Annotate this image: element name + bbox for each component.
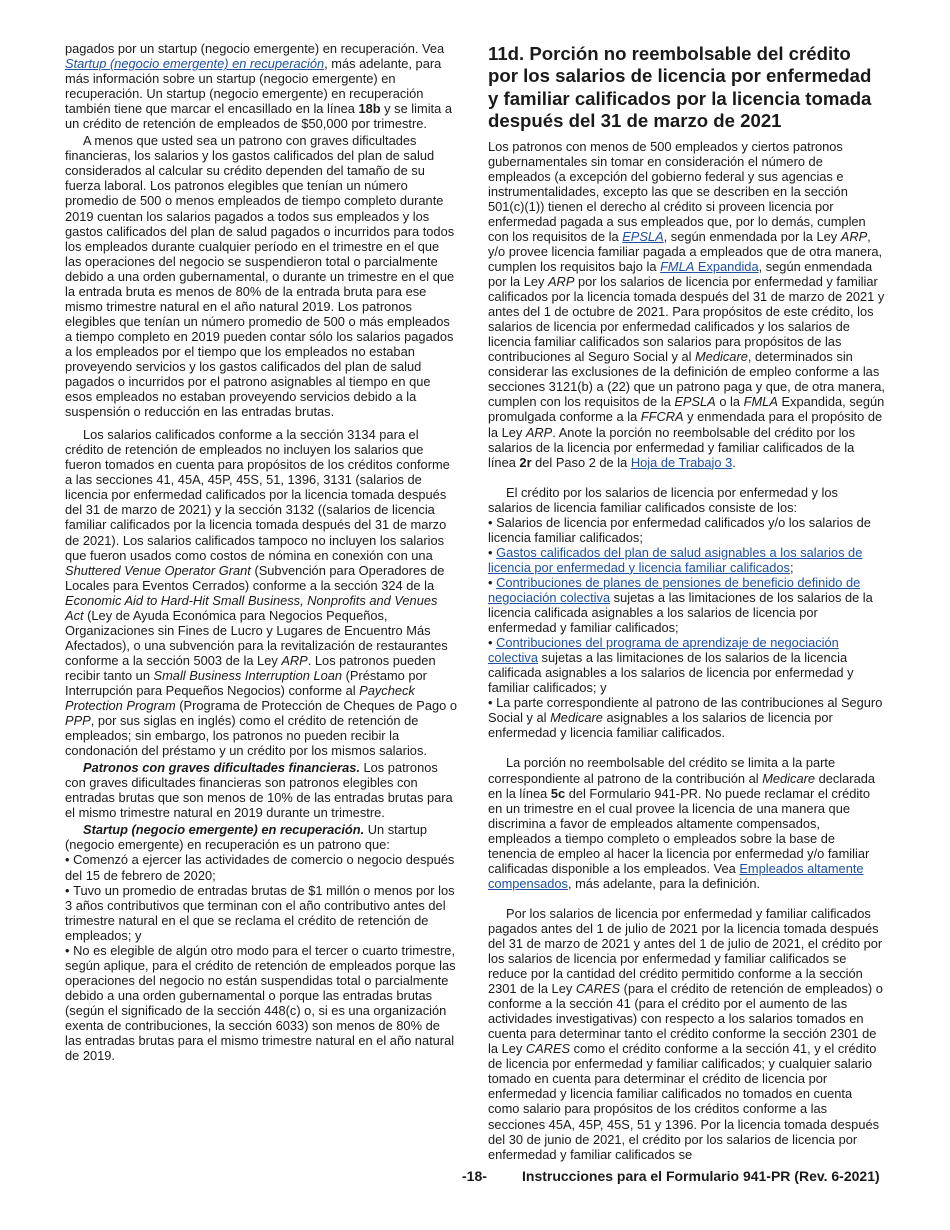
health-plan-expenses-link[interactable]: Gastos calificados del plan de salud asignables a los salarios de licencia por enfermedad y licencia familiar calificados: [488, 544, 863, 575]
paragraph: Los patronos con menos de 500 empleados y ciertos patronos gubernamentales sin tomar en consideración el número de empleados (a excepción del gobierno federal y sus agencias e instrumentalidades, excepto las que se describen en la sección 501(c)(1)) tienen el derecho al crédito si proveen licencia por enfermedad pagada a sus empleados que, por lo demás, cumplen con los requisitos de la EPSLA, según enmendada por la Ley ARP, y/o provee licencia familiar pagada a empleados que de otra manera, cumplen los requisitos bajo la FMLA Expandida, según enmendada por la Ley ARP por los salarios de licencia por enfermedad y familiar calificados por la licencia tomada después del 31 de marzo de 2021 y antes del 1 de octubre de 2021. Para propósitos de este crédito, los salarios de licencia por enfermedad calificados y los salarios de licencia familiar calificados son salarios para propósitos de las contribuciones al Seguro Social y al Medicare, determinados sin considerar las exclusiones de la definición de empleo conforme a las secciones 3121(b) a (22) que un patrono paga y que, de otra manera, cumplen con los requisitos de la EPSLA o la FMLA Expandida, según promulgada conforme a la FFCRA y enmendada para el propósito de la Ley ARP. Anote la porción no reembolsable del crédito por los salarios de la licencia por enfermedad y familiar calificados de la línea 2r del Paso 2 de la Hoja de Trabajo 3.: [488, 138, 885, 470]
subheading: Patronos con graves dificultades financieras.: [83, 760, 360, 776]
highly-compensated-link[interactable]: Empleados altamente compensados: [488, 860, 864, 891]
startup-recovery-link[interactable]: Startup (negocio emergente) en recuperación: [65, 56, 325, 72]
fmla-expandida-link[interactable]: FMLA Expandida: [660, 259, 759, 274]
list-item: • Gastos calificados del plan de salud asignables a los salarios de licencia por enfermedad y licencia familiar calificados;: [488, 545, 885, 575]
list-item: • Salarios de licencia por enfermedad calificados y/o los salarios de licencia familiar calificados;: [488, 515, 885, 545]
paragraph: Por los salarios de licencia por enfermedad y familiar calificados pagados antes del 1 de julio de 2021 por la licencia tomada después del 31 de marzo de 2021 y antes del 1 de julio de 2021, el crédito por los salarios de licencia por enfermedad y familiar calificados se reduce por la cantidad del crédito permitido conforme a la sección 2301 de la Ley CARES (para el crédito de retención de empleados) o conforme a la sección 41 (para el crédito por el aumento de las actividades investigativas) con respecto a los salarios tomados en cuenta para determinar tanto el crédito conforme la sección 2301 de la Ley CARES como el crédito conforme a la sección 41, y el crédito de licencia por enfermedad y familiar calificados; y cualquier salario tomado en cuenta para determinar el crédito de licencia por enfermedad y licencia familiar calificados no tomados en cuenta como salario para propósitos de los créditos conforme a las secciones 45A, 45P, 45S, 51 y 1396. Por la licencia tomada después del 30 de junio de 2021, el crédito por los salarios de licencia por enfermedad y familiar calificados se: [488, 905, 883, 1162]
left-column: [65, 41, 458, 1063]
paragraph: Patronos con graves dificultades financieras. Los patronos con graves dificultades financieras son patronos elegibles con entradas brutas que son menos de 10% de las entradas brutas para el mismo trimestre natural en 2019 durante un trimestre.: [65, 760, 453, 821]
list-item: • La parte correspondiente al patrono de las contribuciones al Seguro Social y al Medicare asignables a los salarios de licencia por enfermedad y licencia familiar calificados.: [488, 695, 885, 740]
paragraph: Startup (negocio emergente) en recuperación. Un startup (negocio emergente) en recuperación es un patrono que:: [65, 822, 428, 853]
list-item: • Tuvo un promedio de entradas brutas de $1 millón o menos por los 3 años contributivos que terminan con el año contributivo antes del trimestre natural en el que se reclama el crédito de retención de empleados; y: [65, 883, 458, 943]
list-item: • Comenzó a ejercer las actividades de comercio o negocio después del 15 de febrero de 2020;: [65, 852, 458, 882]
list-item: • Contribuciones del programa de aprendizaje de negociación colectiva sujetas a las limitaciones de los salarios de la licencia calificada asignables a los salarios de licencia por enfermedad y familiar calificados; y: [488, 635, 885, 695]
paragraph: La porción no reembolsable del crédito se limita a la parte correspondiente al patrono de la contribución al Medicare declarada en la línea 5c del Formulario 941-PR. No puede reclamar el crédito en un trimestre en el cual provee la licencia de una manera que discrimina a favor de empleados altamente compensados, empleados a tiempo completo o empleados sobre la base de tenencia de empleo al hacer la licencia por enfermedad y/o familiar calificadas disponible a los empleados. Vea Empleados altamente compensados, más adelante, para la definición.: [488, 755, 875, 891]
epsla-link[interactable]: EPSLA: [622, 228, 664, 244]
pension-plan-contributions-link[interactable]: Contribuciones de planes de pensiones de beneficio definido de negociación colectiva: [488, 574, 861, 605]
section-heading: 11d. Porción no reembolsable del crédito por los salarios de licencia por enfermedad y familiar calificados por la licencia tomada después del 31 de marzo de 2021: [488, 43, 872, 132]
paragraph: A menos que usted sea un patrono con graves dificultades financieras, los salarios y los gastos calificados del plan de salud considerados al calcular su crédito dependen del tamaño de su fuerza laboral. Los patronos elegibles que tenían un número promedio de 500 o menos empleados de tiempo completo durante 2019 cuentan los salarios pagados a todos sus empleados y los gastos calificados del plan de salud pagados o incurridos para todos los empleados durante cualquier período en el trimestre en el que las operaciones del negocio se suspendieron total o parcialmente debido a una orden gubernamental, o durante un trimestre en el que la entrada bruta es menos de 80% de la entrada bruta para ese mismo trimestre natural en el año natural 2019. Los patronos elegibles que tenían un número promedio de 500 o más empleados a tiempo completo en 2019 pueden contar sólo los salarios pagados a los empleados por el tiempo que los empleados no estaban proveyendo servicios y los gastos calificados del plan de salud pagados o incurridos por el patrono asignables al tiempo en que esos empleados no estaban proveyendo servicios debido a la suspensión o reducción en las entradas brutas.: [65, 133, 455, 420]
page-number: -18-: [462, 1168, 487, 1184]
worksheet-3-link[interactable]: Hoja de Trabajo 3: [630, 454, 733, 470]
paragraph: pagados por un startup (negocio emergente) en recuperación. Vea Startup (negocio emergente) en recuperación, más adelante, para más información sobre un startup (negocio emergente) en recuperación. Un startup (negocio emergente) en recuperación también tiene que marcar el encasillado en la línea 18b y se limita a un crédito de retención de empleados de $50,000 por trimestre.: [65, 41, 452, 132]
list-item: • Contribuciones de planes de pensiones de beneficio definido de negociación colectiva sujetas a las limitaciones de los salarios de la licencia calificada asignables a los salarios de licencia por enfermedad y familiar calificados;: [488, 575, 885, 635]
right-column: [488, 43, 885, 1162]
footer-title: Instrucciones para el Formulario 941-PR (Rev. 6-2021): [522, 1168, 880, 1184]
subheading: Startup (negocio emergente) en recuperación.: [83, 822, 365, 838]
list-item: • No es elegible de algún otro modo para el tercer o cuarto trimestre, según aplique, para el crédito de retención de empleados porque las operaciones del negocio no están suspendidas total o parcialmente debido a una orden gubernamental o porque las entradas brutas (según el significado de la sección 448(c) o, si es una organización exenta de contribuciones, la sección 6033) son menos de 80% de las entradas brutas para el mismo trimestre natural en el año natural de 2019.: [65, 943, 458, 1063]
paragraph: El crédito por los salarios de licencia por enfermedad y los salarios de licencia familiar calificados consiste de los:: [488, 484, 838, 515]
apprenticeship-contributions-link[interactable]: Contribuciones del programa de aprendizaje de negociación colectiva: [488, 635, 839, 666]
paragraph: Los salarios calificados conforme a la sección 3134 para el crédito de retención de empleados no incluyen los salarios que fueron tomados en cuenta para propósitos de los créditos conforme a las secciones 41, 45A, 45P, 45S, 51, 1396, 3131 (salarios de licencia por enfermedad calificados por la licencia tomada después del 31 de marzo de 2021) y la sección 3132 ((salarios de licencia familiar calificados por la licencia tomada después del 31 de marzo de 2021). Los salarios calificados tampoco no incluyen los salarios que fueron usados como costos de nómina en conexión con una Shuttered Venue Operator Grant (Subvención para Operadores de Locales para Eventos Cerrados) conforme a la sección 324 de la Economic Aid to Hard-Hit Small Business, Nonprofits and Venues Act (Ley de Ayuda Económica para Negocios Pequeños, Organizaciones sin Fines de Lucro y Lugares de Encuentro Más Afectados), o una subvención para la revitalización de restaurantes conforme a la sección 5003 de la Ley ARP. Los patronos pueden recibir tanto un Small Business Interruption Loan (Préstamo por Interrupción para Pequeños Negocios) conforme al Paycheck Protection Program (Programa de Protección de Cheques de Pago o PPP, por sus siglas en inglés) como el crédito de retención de empleados; sin embargo, los patronos no pueden recibir la condonación del préstamo y un crédito por los mismos salarios.: [65, 427, 457, 759]
